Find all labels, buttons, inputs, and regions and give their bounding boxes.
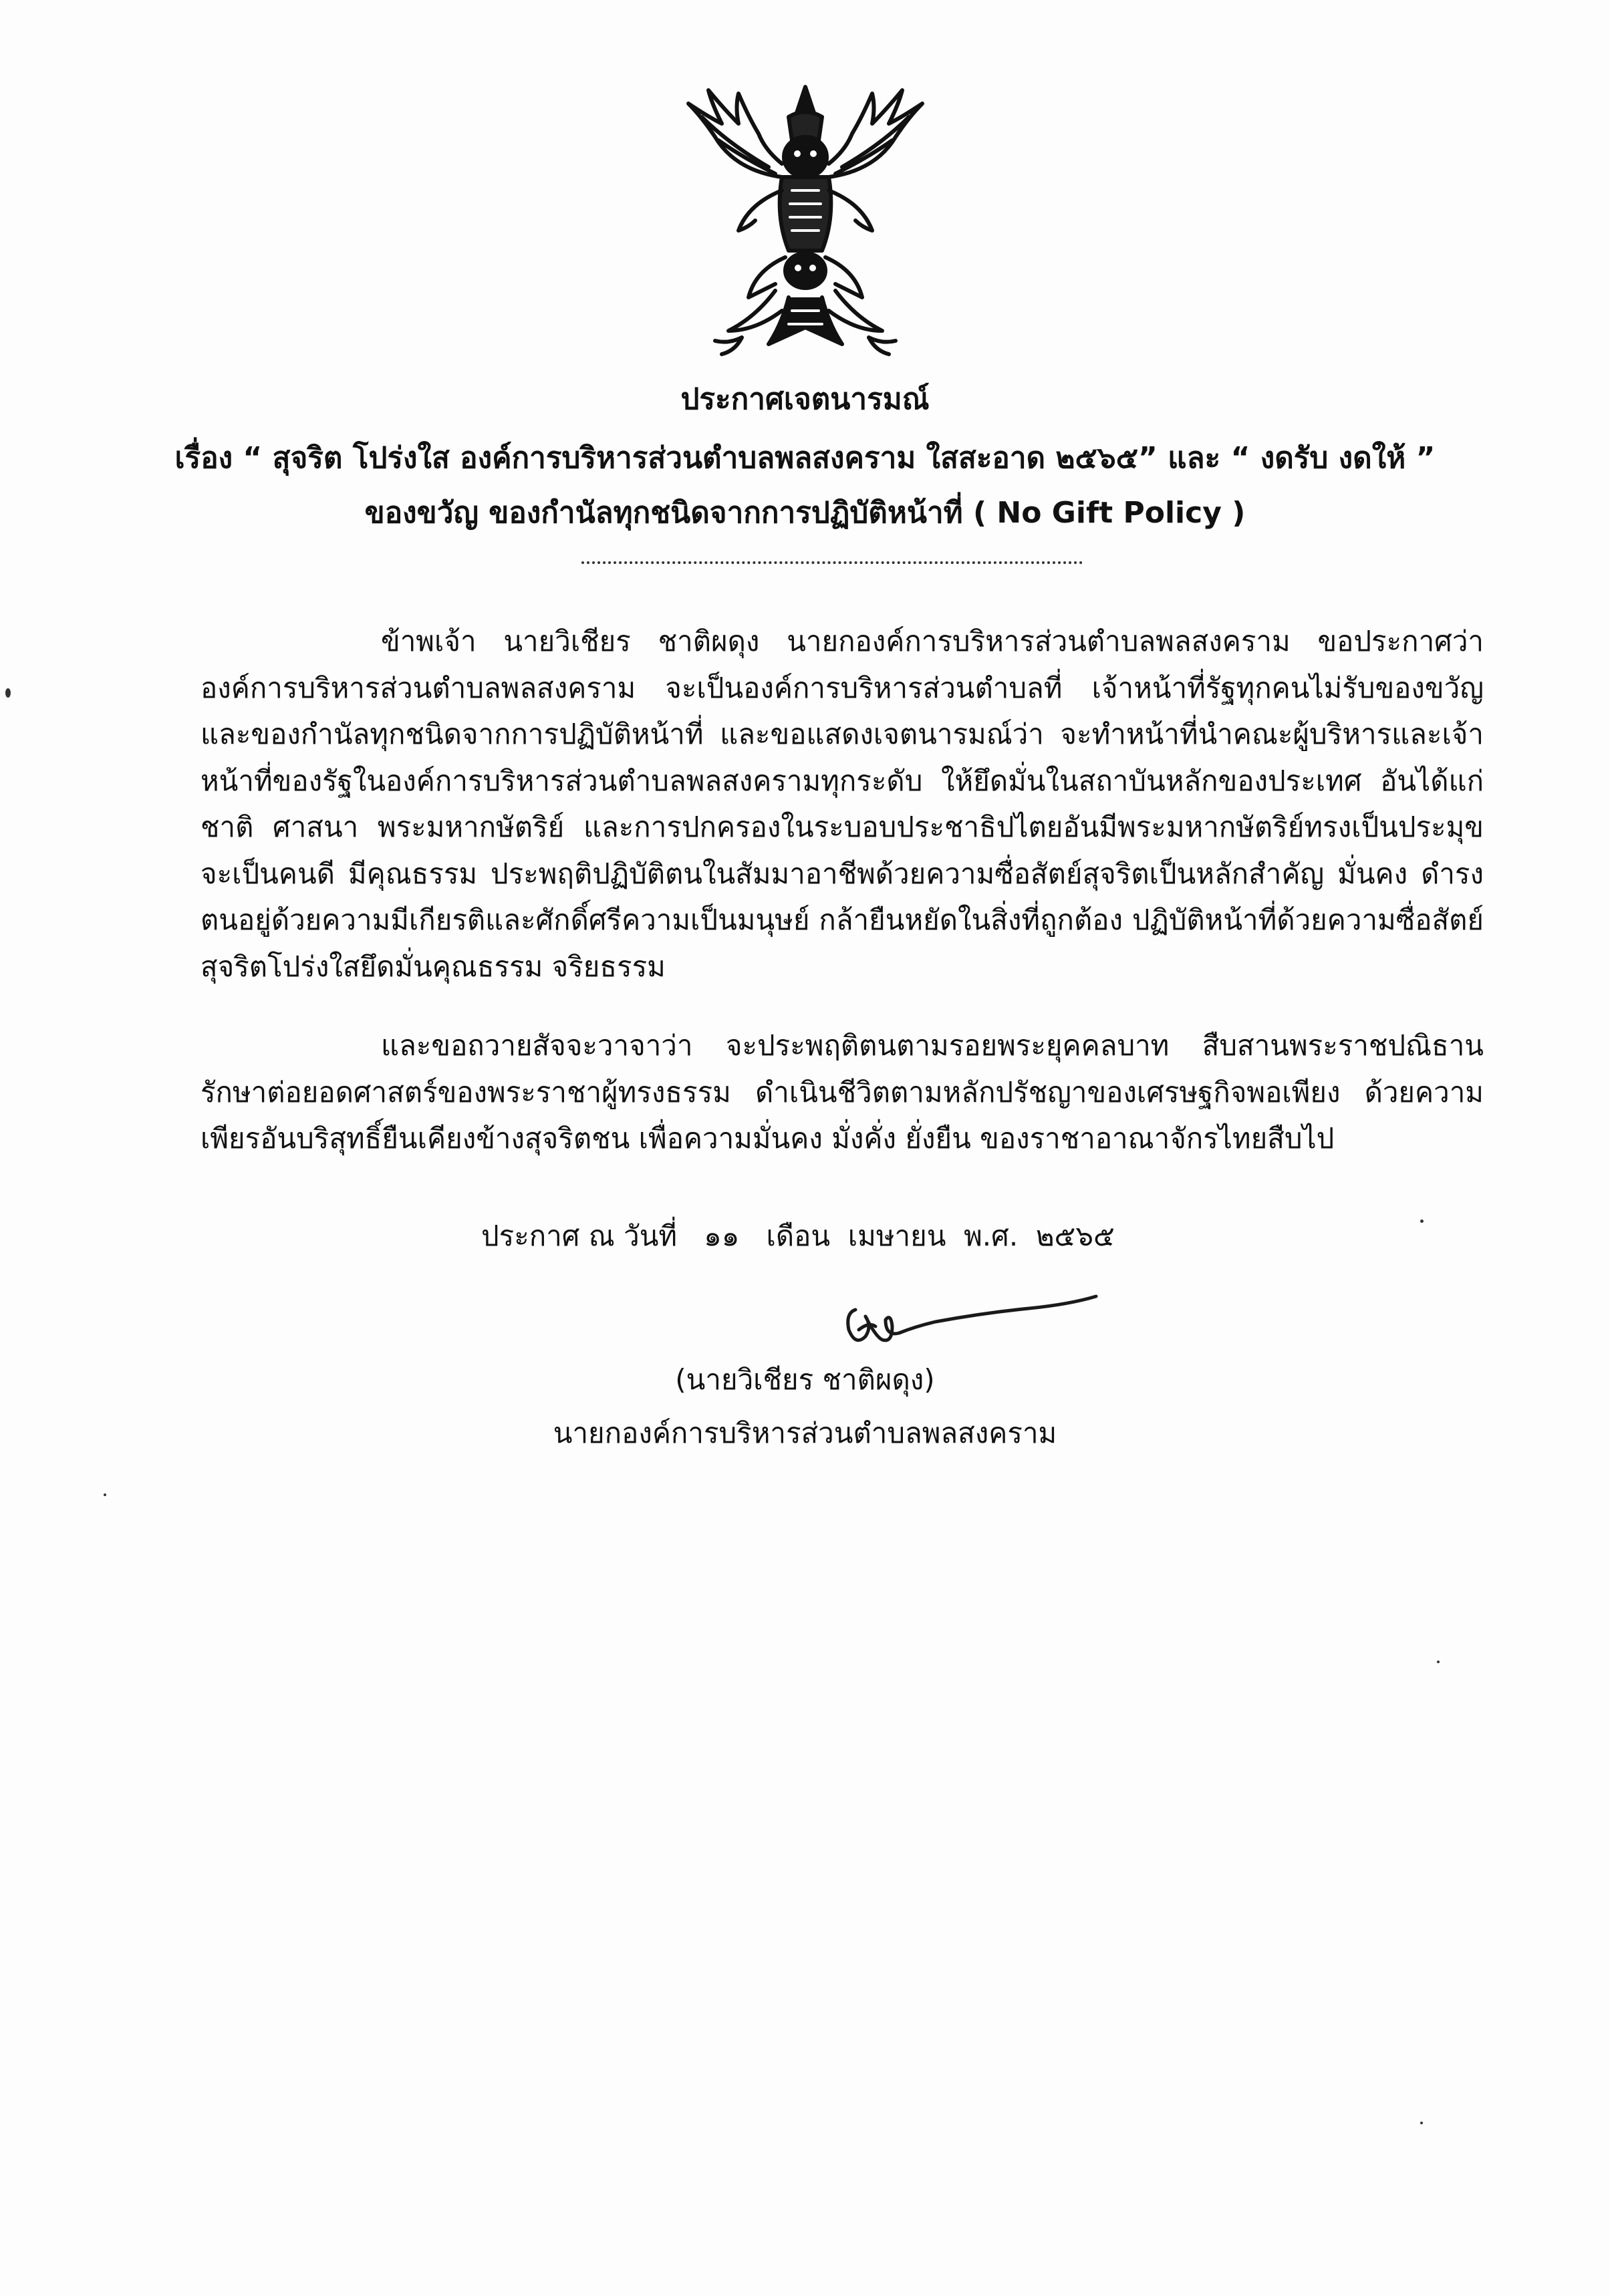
scan-speck <box>1437 1661 1440 1663</box>
scan-speck <box>5 688 11 698</box>
document-type-title: ประกาศเจตนารมณ์ <box>680 382 930 416</box>
declaration-paragraph-2: และขอถวายสัจจะวาจาว่า จะประพฤติตนตามรอยพระยุคคลบาท สืบสานพระราชปณิธาน รักษาต่อยอดศาสตร์ของพระราชาผู้ทรงธรรม ดำเนินชีวิตตามหลักปรัชญาของเศรษฐกิจพอเพียง ด้วยความเพียรอันบริสุทธิ์ยืนเคียงข้างสุจริตชน เพื่อความมั่นคง มั่งคั่ง ยั่งยืน ของราชาอาณาจักรไทยสืบไป <box>200 1029 1484 1155</box>
signer-name: (นายวิเชียร ชาติผดุง) <box>675 1363 935 1396</box>
garuda-emblem-icon <box>675 77 936 357</box>
dotted-divider <box>581 535 1083 564</box>
signer-position: นายกองค์การบริหารส่วนตำบลพลสงคราม <box>553 1417 1057 1449</box>
handwritten-signature-icon <box>829 1263 1109 1363</box>
scan-speck <box>1420 1219 1424 1223</box>
subject-line-continued: ของขวัญ ของกำนัลทุกชนิดจากการปฏิบัติหน้าที่ ( No Gift Policy ) <box>364 496 1246 530</box>
announcement-date: ประกาศ ณ วันที่ ๑๑ เดือน เมษายน พ.ศ. ๒๕๖๕ <box>481 1219 1115 1252</box>
declaration-paragraph-1: ข้าพเจ้า นายวิเชียร ชาติผดุง นายกองค์การบริหารส่วนตำบลพลสงคราม ขอประกาศว่า องค์การบริหารส่วนตำบลพลสงคราม จะเป็นองค์การบริหารส่วนตำบลที่ เจ้าหน้าที่รัฐทุกคนไม่รับของขวัญและของกำนัลทุกชนิดจากการปฏิบัติหน้าที่ และขอแสดงเจตนารมณ์ว่า จะทำหน้าที่นำคณะผู้บริหารและเจ้าหน้าที่ของรัฐในองค์การบริหารส่วนตำบลพลสงครามทุกระดับ ให้ยึดมั่นในสถาบันหลักของประเทศ อันได้แก่ ชาติ ศาสนา พระมหากษัตริย์ และการปกครองในระบอบประชาธิปไตยอันมีพระมหากษัตริย์ทรงเป็นประมุข จะเป็นคนดี มีคุณธรรม ประพฤติปฏิบัติตนในสัมมาอาชีพด้วยความซื่อสัตย์สุจริตเป็นหลักสำคัญ มั่นคง ดำรงตนอยู่ด้วยความมีเกียรติและศักดิ์ศรีความเป็นมนุษย์ กล้ายืนหยัดในสิ่งที่ถูกต้อง ปฏิบัติหน้าที่ด้วยความซื่อสัตย์ สุจริตโปร่งใสยึดมั่นคุณธรรม จริยธรรม <box>200 625 1484 983</box>
scan-speck <box>1420 2122 1423 2124</box>
scan-speck <box>104 1493 106 1496</box>
subject-line: เรื่อง “ สุจริต โปร่งใส องค์การบริหารส่วนตำบลพลสงคราม ใสสะอาด ๒๕๖๕” และ “ งดรับ งดให้ ” <box>174 441 1436 475</box>
